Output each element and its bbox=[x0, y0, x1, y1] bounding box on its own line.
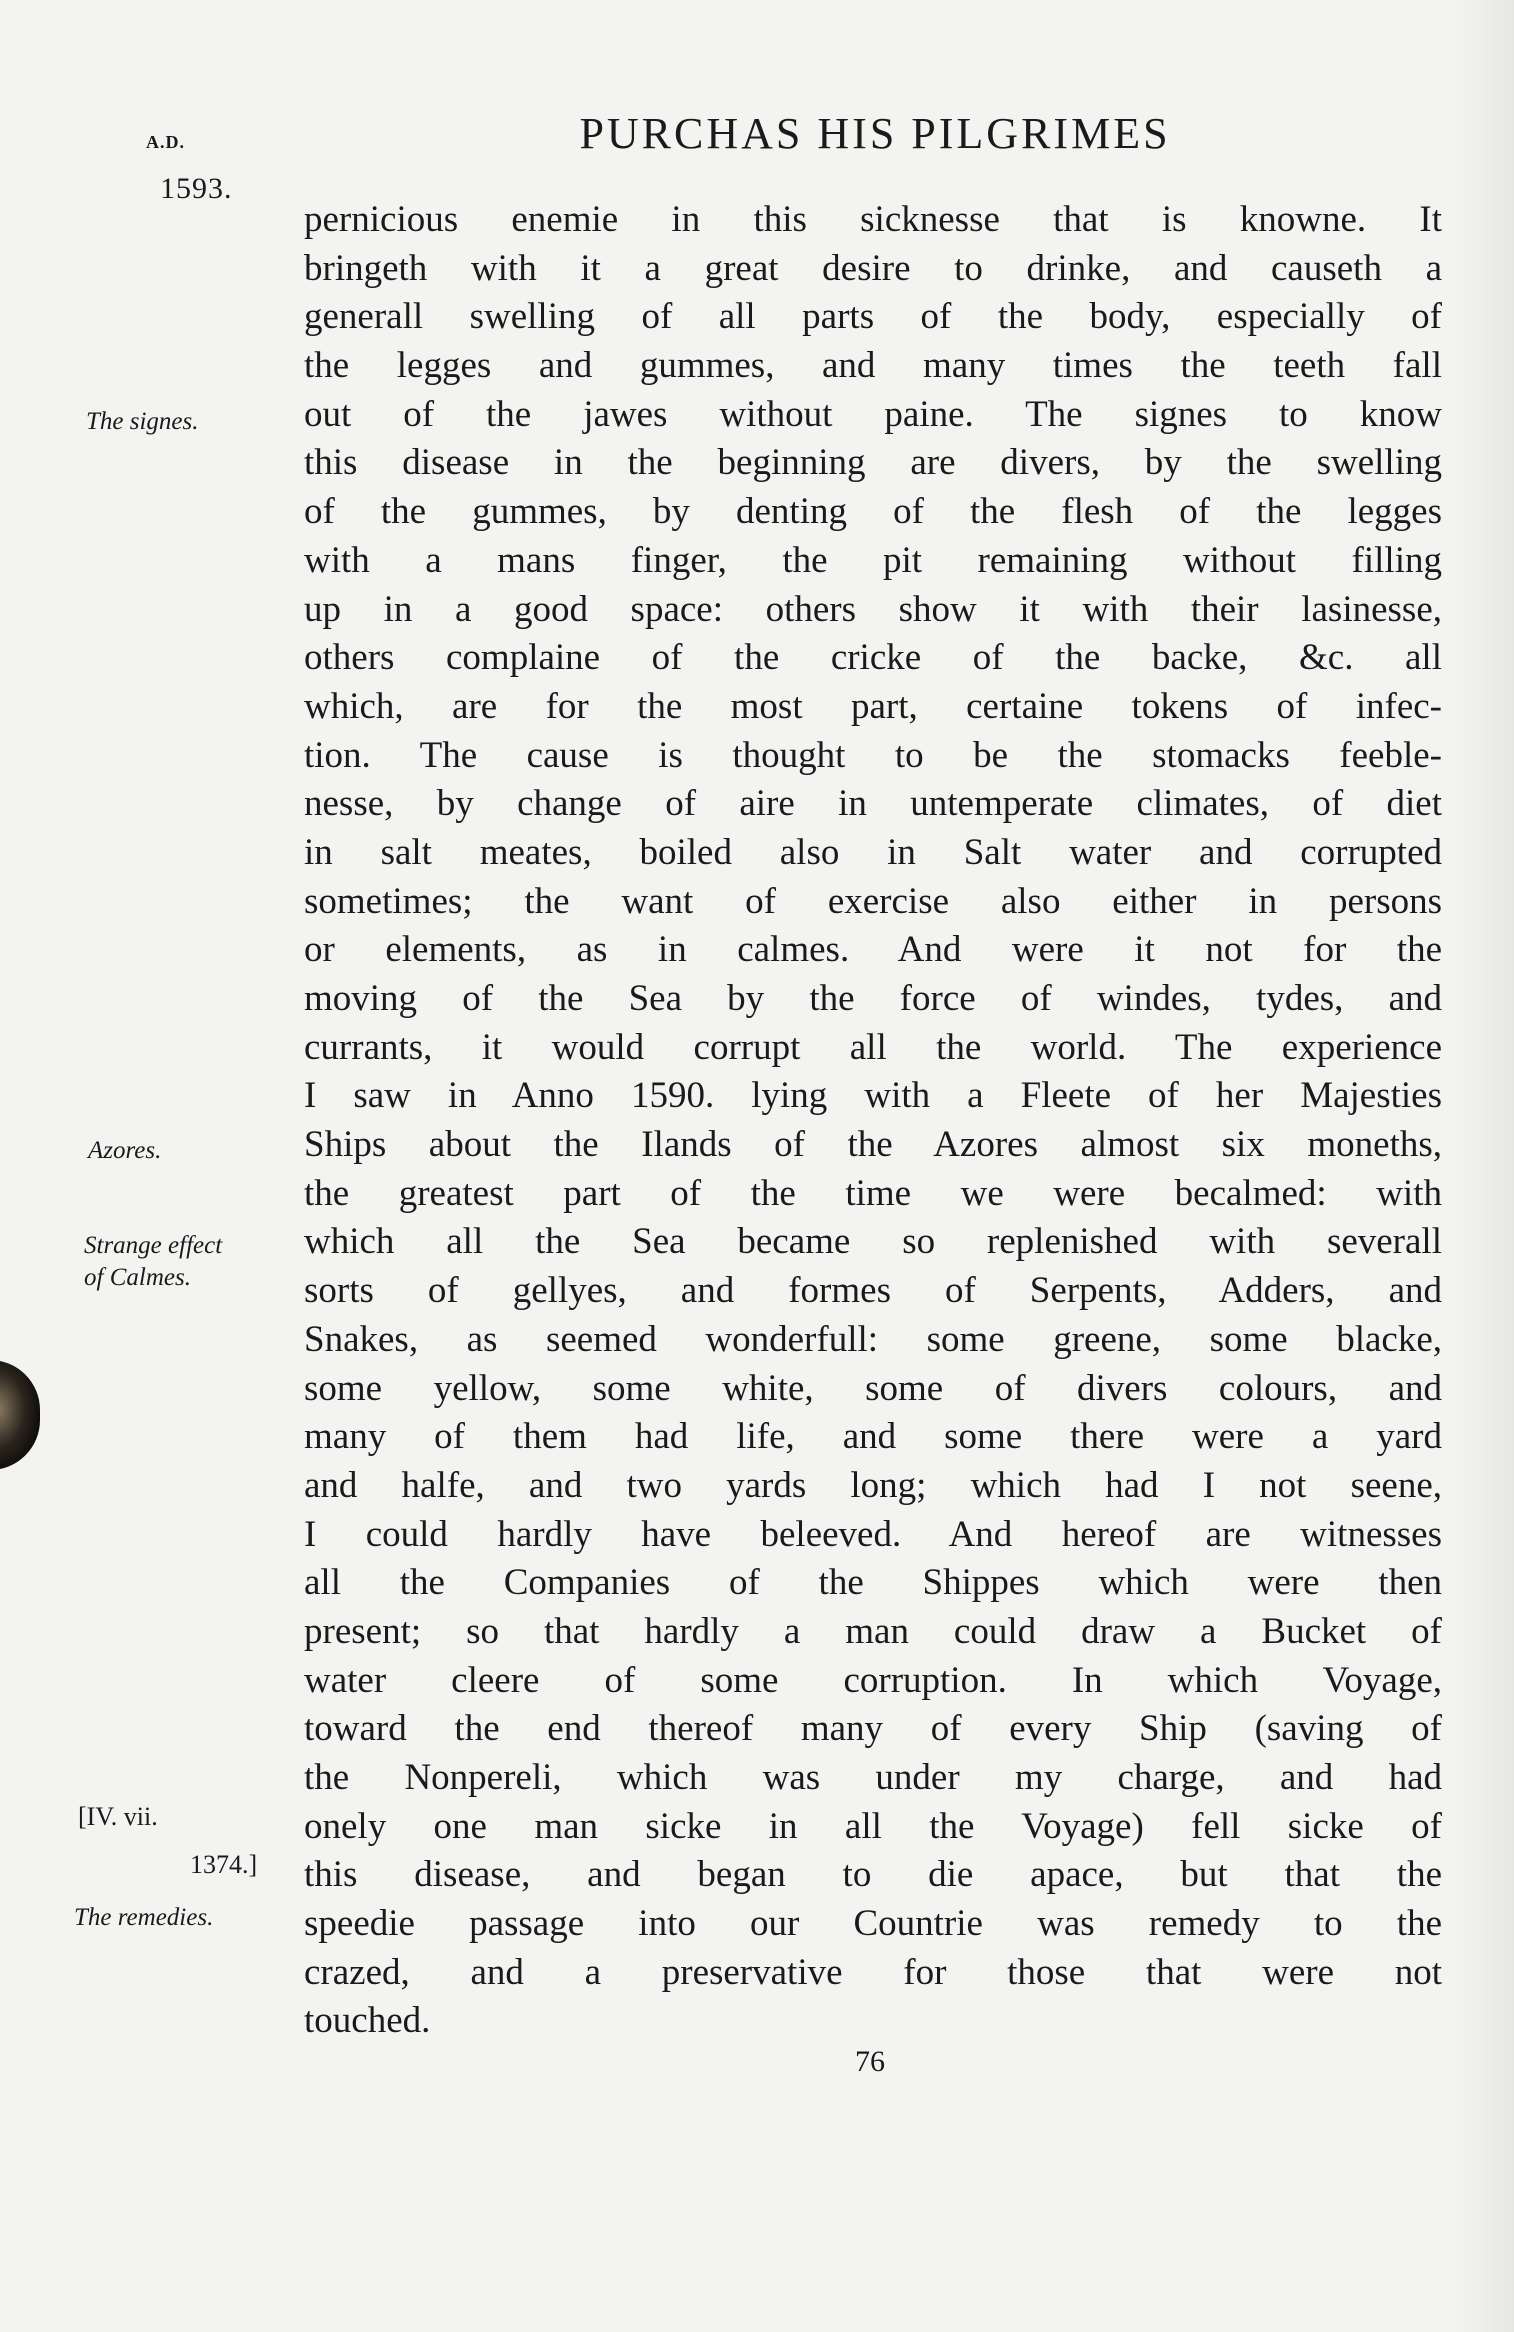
text-line: crazed, and a preservative for those that were not bbox=[304, 1951, 1442, 1993]
text-line: many of them had life, and some there were a yard bbox=[304, 1416, 1442, 1458]
text-line: sometimes; the want of exercise also either in persons bbox=[304, 880, 1442, 922]
body-text bbox=[304, 196, 1442, 2046]
text-line: generall swelling of all parts of the body, especially of bbox=[304, 296, 1442, 338]
margin-note-the-remedies: The remedies. bbox=[74, 1904, 214, 1931]
page-edge-shadow bbox=[1454, 0, 1514, 2332]
running-title: PURCHAS HIS PILGRIMES bbox=[579, 109, 1171, 158]
text-line: water cleere of some corruption. In which Voyage, bbox=[304, 1659, 1442, 1701]
ad-label: A.D. bbox=[146, 132, 185, 152]
text-line: bringeth with it a great desire to drinke, and causeth a bbox=[304, 247, 1442, 289]
text-line: nesse, by change of aire in untemperate climates, of diet bbox=[304, 783, 1442, 825]
text-line: I could hardly have beleeved. And hereof are witnesses bbox=[304, 1513, 1442, 1555]
text-line: the Nonpereli, which was under my charge, and had bbox=[304, 1757, 1442, 1798]
text-line: in salt meates, boiled also in Salt water and corrupted bbox=[304, 831, 1442, 873]
text-line: the greatest part of the time we were becalmed: with bbox=[304, 1172, 1442, 1214]
margin-ref-line-2: 1374.] bbox=[190, 1850, 258, 1879]
text-line: moving of the Sea by the force of windes, tydes, and bbox=[304, 978, 1442, 1019]
text-line: with a mans finger, the pit remaining without filling bbox=[304, 539, 1442, 581]
page-number: 76 bbox=[855, 2045, 885, 2078]
text-line: onely one man sicke in all the Voyage) fell sicke of bbox=[304, 1805, 1442, 1847]
year-label: 1593. bbox=[160, 172, 233, 205]
scanner-thumb-shadow bbox=[0, 1360, 40, 1470]
margin-note-the-signes: The signes. bbox=[86, 408, 199, 435]
text-line: touched. bbox=[304, 2000, 431, 2042]
text-line: speedie passage into our Countrie was remedy to the bbox=[304, 1903, 1442, 1945]
text-line: out of the jawes without paine. The signes to know bbox=[304, 393, 1442, 435]
text-line: of the gummes, by denting of the flesh of the legges bbox=[304, 491, 1442, 533]
margin-note-strange-effect-line-1: Strange effect bbox=[84, 1232, 223, 1259]
text-line: the legges and gummes, and many times the teeth fall bbox=[304, 345, 1442, 387]
margin-ref-line-1: [IV. vii. bbox=[78, 1802, 158, 1831]
text-line: Snakes, as seemed wonderfull: some greene, some blacke, bbox=[304, 1318, 1442, 1360]
text-line: currants, it would corrupt all the world. The experience bbox=[304, 1026, 1442, 1068]
text-line: which all the Sea became so replenished with severall bbox=[304, 1221, 1442, 1263]
text-line: tion. The cause is thought to be the stomacks feeble- bbox=[304, 734, 1442, 776]
text-line: toward the end thereof many of every Ship (saving of bbox=[304, 1708, 1442, 1750]
text-line: this disease in the beginning are divers, by the swelling bbox=[304, 442, 1442, 484]
text-line: some yellow, some white, some of divers colours, and bbox=[304, 1367, 1442, 1409]
text-line: I saw in Anno 1590. lying with a Fleete of her Majesties bbox=[304, 1075, 1442, 1117]
text-line: Ships about the Ilands of the Azores almost six moneths, bbox=[304, 1124, 1442, 1166]
text-line: all the Companies of the Shippes which were then bbox=[304, 1562, 1442, 1604]
text-line: pernicious enemie in this sicknesse that is knowne. It bbox=[304, 199, 1442, 240]
text-line: up in a good space: others show it with their lasinesse, bbox=[304, 588, 1442, 630]
margin-note-strange-effect-line-2: of Calmes. bbox=[84, 1264, 191, 1291]
text-line: or elements, as in calmes. And were it not for the bbox=[304, 929, 1442, 971]
text-line: present; so that hardly a man could draw a Bucket of bbox=[304, 1610, 1442, 1652]
margin-note-azores: Azores. bbox=[88, 1137, 162, 1164]
text-line: and halfe, and two yards long; which had I not seene, bbox=[304, 1464, 1442, 1506]
text-line: which, are for the most part, certaine tokens of infec- bbox=[304, 685, 1442, 727]
text-line: others complaine of the cricke of the backe, &c. all bbox=[304, 637, 1442, 679]
text-line: sorts of gellyes, and formes of Serpents, Adders, and bbox=[304, 1270, 1442, 1312]
text-line: this disease, and began to die apace, but that the bbox=[304, 1854, 1442, 1896]
